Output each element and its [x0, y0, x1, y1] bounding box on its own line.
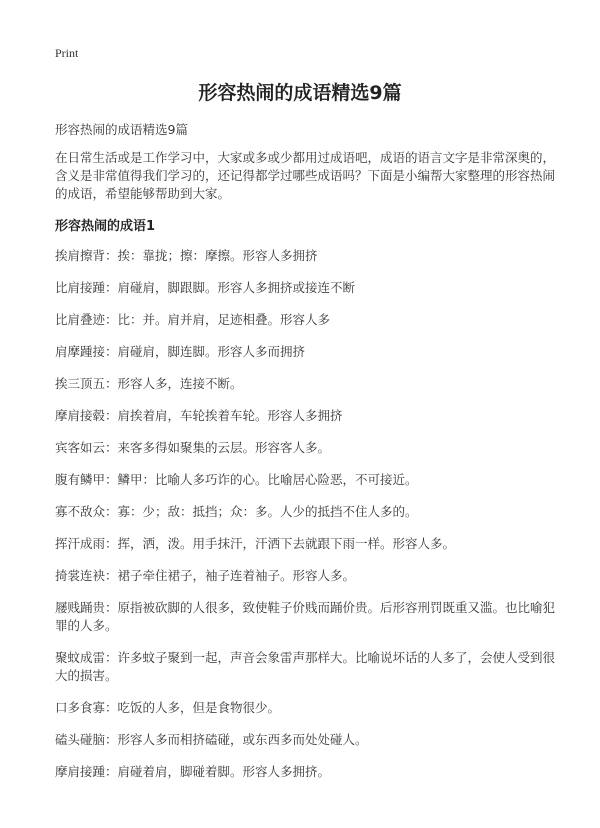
- print-link[interactable]: Print: [55, 46, 79, 60]
- idiom-item: 宾客如云：来客多得如聚集的云层。形容客人多。: [55, 440, 331, 455]
- idiom-item: 比肩叠迹：比：并。肩并肩，足迹相叠。形容人多: [55, 312, 331, 327]
- idiom-list: [55, 247, 555, 795]
- section-heading: 形容热闹的成语1: [55, 219, 156, 234]
- idiom-item: 屦贱踊贵：原指被砍脚的人很多，致使鞋子价贱而踊价贵。后形容刑罚既重又滥。也比喻犯罪的人多。: [55, 600, 556, 633]
- idiom-item: 挨肩擦背：挨：靠拢；擦：摩擦。形容人多拥挤: [55, 248, 318, 263]
- document-subtitle: 形容热闹的成语精选9篇: [55, 122, 188, 137]
- idiom-item: 比肩接踵：肩碰肩，脚跟脚。形容人多拥挤或接连不断: [55, 280, 356, 295]
- idiom-item: 挨三顶五：形容人多，连接不断。: [55, 376, 243, 391]
- idiom-item: 肩摩踵接：肩碰肩，脚连脚。形容人多而拥挤: [55, 344, 306, 359]
- idiom-item: 口多食寡：吃饭的人多，但是食物很少。: [55, 700, 281, 715]
- idiom-item: 摩肩接毂：肩挨着肩，车轮挨着车轮。形容人多拥挤: [55, 408, 343, 423]
- idiom-item: 寡不敌众：寡：少；敌：抵挡；众：多。人少的抵挡不住人多的。: [55, 504, 418, 519]
- idiom-item: 挥汗成雨：挥，洒，泼。用手抹汗，汗洒下去就跟下雨一样。形容人多。: [55, 536, 456, 551]
- idiom-item: 聚蚊成雷：许多蚊子聚到一起，声音会象雷声那样大。比喻说坏话的人多了，会使人受到很大的损害。: [55, 650, 556, 683]
- idiom-item: 掎裳连袂：裙子牵住裙子，袖子连着袖子。形容人多。: [55, 568, 356, 583]
- intro-paragraph: 在日常生活或是工作学习中，大家或多或少都用过成语吧，成语的语言文字是非常深奥的，含义是非常值得我们学习的，还记得都学过哪些成语吗？下面是小编帮大家整理的形容热闹的成语，希望能够帮助到大家。: [55, 150, 556, 201]
- idiom-item: 摩肩接踵：肩碰着肩，脚碰着脚。形容人多拥挤。: [55, 764, 331, 779]
- page-title: 形容热闹的成语精选9篇: [198, 82, 402, 104]
- idiom-item: 腹有鳞甲：鳞甲：比喻人多巧诈的心。比喻居心险恶，不可接近。: [55, 472, 418, 487]
- idiom-item: 磕头碰脑：形容人多而相挤磕碰，或东西多而处处碰人。: [55, 732, 368, 747]
